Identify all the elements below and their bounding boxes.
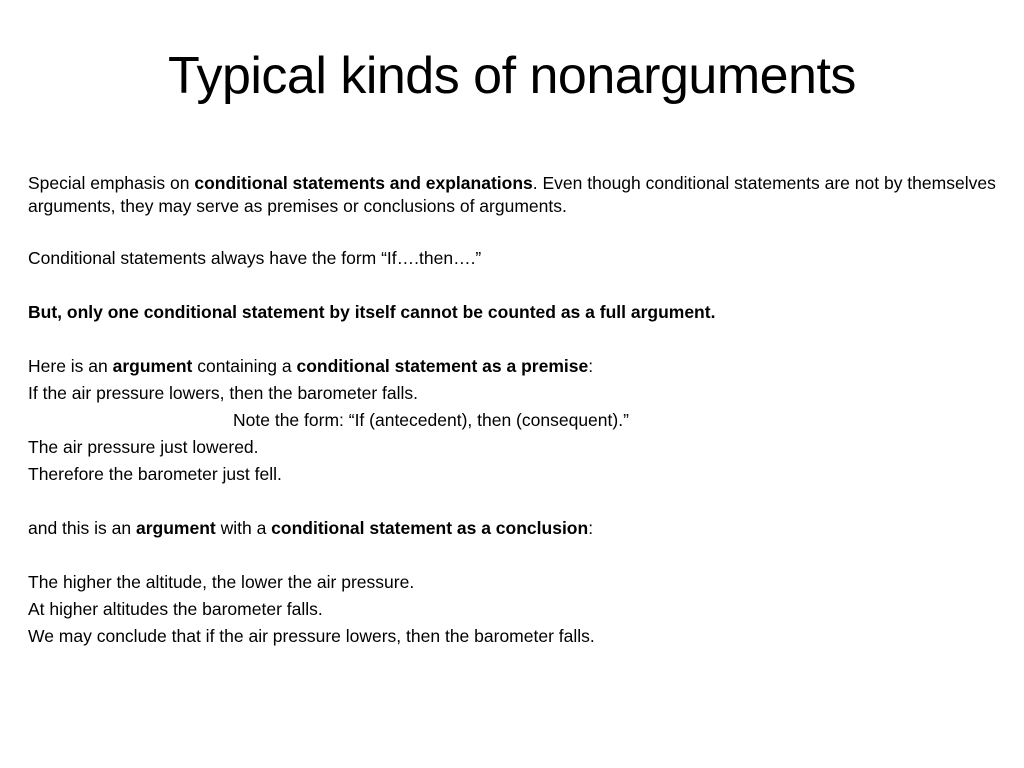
text: . Even though conditional statements are not by themselves arguments, they may serve as premises or conclusions of arguments. [28,173,996,216]
bold-text: conditional statement as a conclusion [271,518,589,538]
spacer [28,218,998,245]
bold-text: conditional statements and explanations [194,173,533,193]
premise-line-2: The air pressure just lowered. [28,437,259,457]
slide-body [28,172,998,650]
paragraph-form: Conditional statements always have the form “If….then….” [28,248,482,268]
conclusion-line-1: The higher the altitude, the lower the air pressure. [28,572,415,592]
paragraph-conclusion-intro [28,515,998,542]
paragraph-warning [28,299,998,326]
slide-title: Typical kinds of nonarguments [168,47,856,105]
bold-text: conditional statement as a premise [296,356,589,376]
conclusion-line-2: At higher altitudes the barometer falls. [28,599,323,619]
text: containing a [192,356,297,376]
premise-line-3: Therefore the barometer just fell. [28,464,282,484]
spacer [28,488,998,515]
text: : [588,518,594,538]
text: : [588,356,594,376]
text: Special emphasis on [28,173,195,193]
premise-line-1: If the air pressure lowers, then the barometer falls. [28,383,419,403]
bold-text: argument [135,518,216,538]
bold-text: But, only one conditional statement by itself cannot be counted as a full argument. [28,302,716,322]
spacer [28,542,998,569]
text: and this is an [28,518,136,538]
paragraph-emphasis [28,172,998,218]
spacer [28,272,998,299]
text: Here is an [28,356,113,376]
premise-note: Note the form: “If (antecedent), then (consequent).” [233,410,629,430]
spacer [28,326,998,353]
bold-text: argument [112,356,193,376]
text: with a [215,518,272,538]
conclusion-line-3: We may conclude that if the air pressure lowers, then the barometer falls. [28,626,595,646]
paragraph-premise-intro [28,353,998,380]
